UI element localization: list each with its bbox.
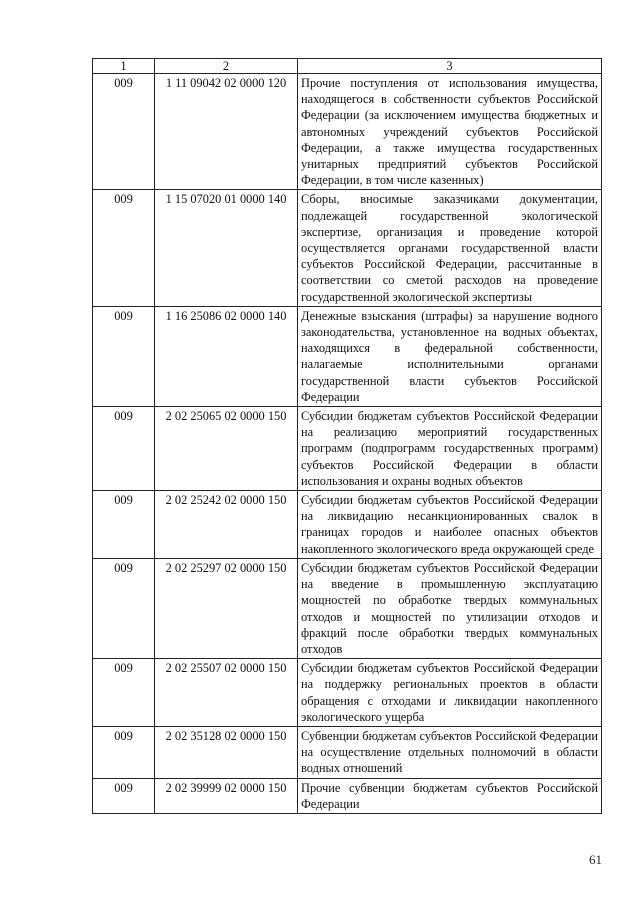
revenue-description-cell: Денежные взыскания (штрафы) за нарушение водного законодательства, установленное на водных объектах, находящихся в федеральной собственности, налагаемые исполнительными органами государственной власти субъектов Российской Федерации bbox=[298, 306, 602, 406]
budget-classification-code-cell: 1 15 07020 01 0000 140 bbox=[155, 190, 298, 306]
admin-code-cell: 009 bbox=[93, 726, 155, 778]
table-row bbox=[93, 659, 602, 727]
table-row bbox=[93, 190, 602, 306]
table-row bbox=[93, 778, 602, 813]
table-row bbox=[93, 74, 602, 190]
header-col-3: 3 bbox=[298, 59, 602, 74]
header-col-2: 2 bbox=[155, 59, 298, 74]
admin-code-cell: 009 bbox=[93, 491, 155, 559]
admin-code-cell: 009 bbox=[93, 778, 155, 813]
budget-classification-code-cell: 2 02 25297 02 0000 150 bbox=[155, 558, 298, 658]
page-number: 61 bbox=[589, 852, 602, 867]
revenue-description-cell: Субсидии бюджетам субъектов Российской Федерации на поддержку региональных проектов в области обращения с отходами и ликвидации накопленного экологического ущерба bbox=[298, 659, 602, 727]
revenue-description-cell: Субсидии бюджетам субъектов Российской Федерации на реализацию мероприятий государственных программ (подпрограмм государственных программ) субъектов Российской Федерации в области использования и охраны водных объектов bbox=[298, 407, 602, 491]
budget-classification-code-cell: 2 02 25507 02 0000 150 bbox=[155, 659, 298, 727]
table-row bbox=[93, 491, 602, 559]
revenue-description-cell: Прочие субвенции бюджетам субъектов Российской Федерации bbox=[298, 778, 602, 813]
table-body bbox=[93, 74, 602, 814]
admin-code-cell: 009 bbox=[93, 659, 155, 727]
table-row bbox=[93, 726, 602, 778]
table-row bbox=[93, 407, 602, 491]
admin-code-cell: 009 bbox=[93, 407, 155, 491]
revenue-description-cell: Субсидии бюджетам субъектов Российской Федерации на введение в промышленную эксплуатацию мощностей по обработке твердых коммунальных отходов и мощностей по утилизации отходов и фракций после обработки твердых коммунальных отходов bbox=[298, 558, 602, 658]
table-header-row bbox=[93, 59, 602, 74]
budget-classification-code-cell: 2 02 35128 02 0000 150 bbox=[155, 726, 298, 778]
admin-code-cell: 009 bbox=[93, 190, 155, 306]
table-row bbox=[93, 558, 602, 658]
budget-classification-code-cell: 1 16 25086 02 0000 140 bbox=[155, 306, 298, 406]
revenue-description-cell: Сборы, вносимые заказчиками документации, подлежащей государственной экологической экспертизе, организация и проведение которой осуществляется органами государственной власти субъектов Российской Федерации, рассчитанные в соответствии со сметой расходов на проведение государственной экологической экспертизы bbox=[298, 190, 602, 306]
header-col-1: 1 bbox=[93, 59, 155, 74]
admin-code-cell: 009 bbox=[93, 306, 155, 406]
budget-classification-code-cell: 2 02 25065 02 0000 150 bbox=[155, 407, 298, 491]
revenue-description-cell: Прочие поступления от использования имущества, находящегося в собственности субъектов Российской Федерации (за исключением имущества бюджетных и автономных учреждений субъектов Российской Федерации, а также имущества государственных унитарных предприятий субъектов Российской Федерации, в том числе казенных) bbox=[298, 74, 602, 190]
budget-classification-code-cell: 2 02 25242 02 0000 150 bbox=[155, 491, 298, 559]
admin-code-cell: 009 bbox=[93, 74, 155, 190]
revenue-description-cell: Субвенции бюджетам субъектов Российской Федерации на осуществление отдельных полномочий в области водных отношений bbox=[298, 726, 602, 778]
admin-code-cell: 009 bbox=[93, 558, 155, 658]
budget-codes-table bbox=[92, 58, 602, 814]
budget-classification-code-cell: 1 11 09042 02 0000 120 bbox=[155, 74, 298, 190]
table-row bbox=[93, 306, 602, 406]
budget-classification-code-cell: 2 02 39999 02 0000 150 bbox=[155, 778, 298, 813]
revenue-description-cell: Субсидии бюджетам субъектов Российской Федерации на ликвидацию несанкционированных свалок в границах городов и наиболее опасных объектов накопленного экологического вреда окружающей среде bbox=[298, 491, 602, 559]
